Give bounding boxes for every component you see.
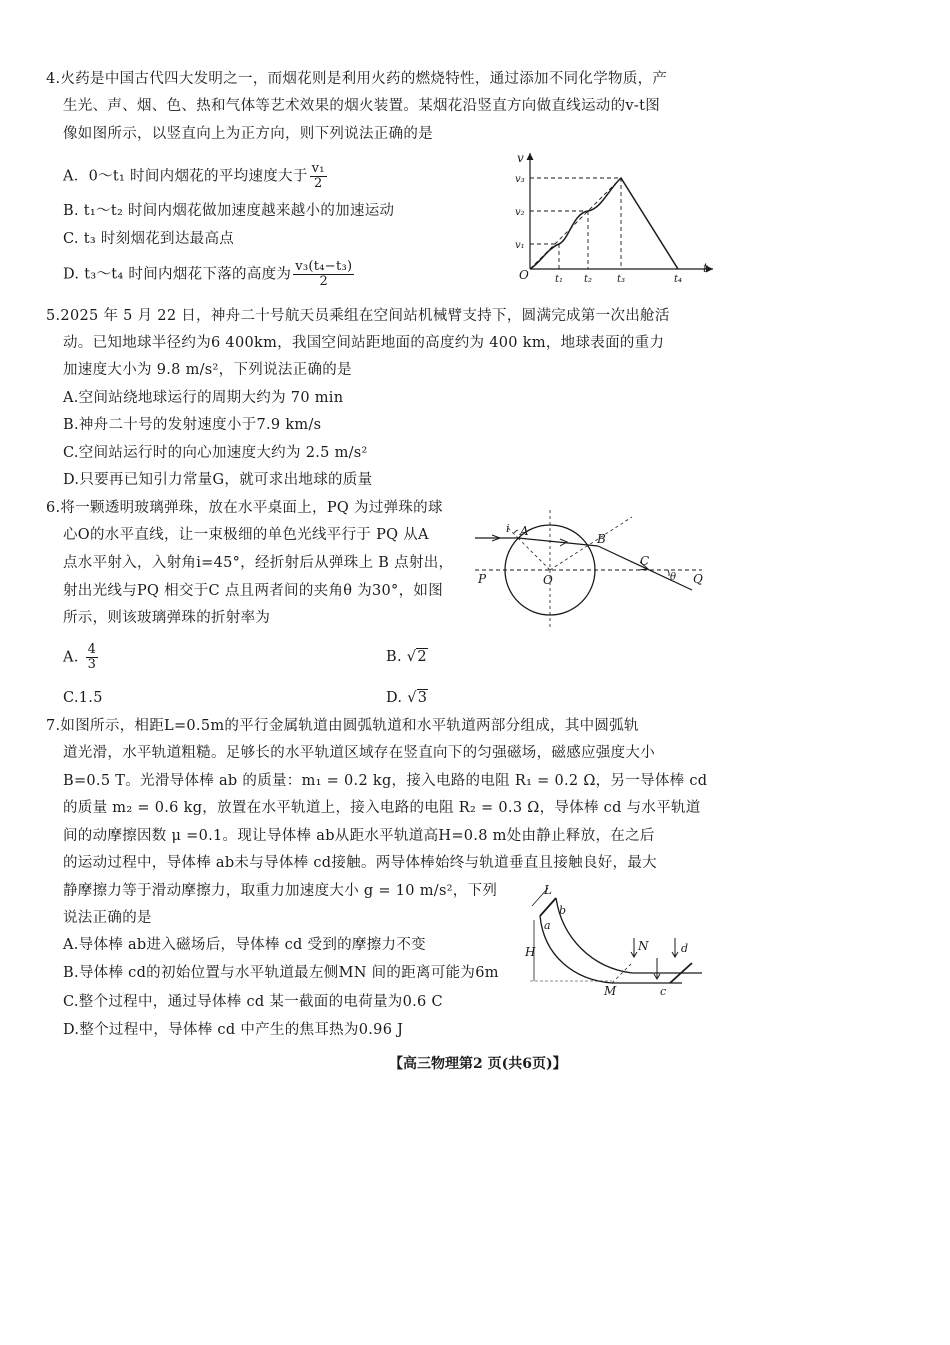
center-o-label: O [543,573,553,587]
q6-a-denominator: 3 [87,657,97,672]
q4-option-d [63,260,356,289]
q7-rail-diagram [522,878,712,1000]
q5-stem-line-1: 5.2025 年 5 月 22 日，神舟二十号航天员乘组在空间站机械臂支持下，圆满完成第一次出舱活 [46,308,670,324]
point-a-label: A [520,524,529,538]
q6-b-radicand: 2 [417,649,427,665]
q7-stem-line-2: 道光滑，水平轨道粗糙。足够长的水平轨道区域存在竖直向下的匀强磁场，磁感应强度大小 [63,745,655,761]
q7-stem-line-1: 7.如图所示，相距L=0.5m的平行金属轨道由圆弧轨道和水平轨道两部分组成，其中圆弧轨 [46,718,639,734]
q5-option-c: C.空间站运行时的向心加速度大约为 2.5 m/s² [63,445,368,461]
q4-stem-line-2: 生光、声、烟、色、热和气体等艺术效果的烟火装置。某烟花沿竖直方向做直线运动的v-t图 [63,98,661,114]
q6-option-d-sqrt: √3 [407,690,428,706]
q7-stem-line-3: B=0.5 T。光滑导体棒 ab 的质量：m₁ = 0.2 kg，接入电路的电阻 R₁ = 0.2 Ω，另一导体棒 cd [63,773,708,789]
q6-option-c: C.1.5 [63,690,103,706]
q6-a-numerator: 4 [87,642,97,657]
rod-ab [540,898,556,916]
q4-vt-graph [505,145,720,285]
point-p-label: P [478,572,487,586]
q7-option-c: C.整个过程中，通过导体棒 cd 某一截面的电荷量为0.6 C [63,994,443,1010]
i-arc [514,530,518,533]
normal-a [518,538,550,570]
q6-option-a [63,643,100,672]
q6-option-b-label: B. [386,649,402,665]
point-q-label: Q [693,572,703,586]
q6-refraction-diagram [470,495,710,635]
theta-arc [668,570,669,576]
q6-option-d-label: D. [386,690,403,706]
page-footer: 【高三物理第2 页(共6页)】 [389,1056,567,1072]
q7-option-b: B.导体棒 cd的初始位置与水平轨道最左侧MN 间的距离可能为6m [63,965,499,981]
q4-option-b: B. t₁～t₂ 时间内烟花做加速度越来越小的加速运动 [63,203,395,219]
q4-option-d-fraction [293,260,354,289]
velocity-curve [530,178,678,269]
q7-option-a: A.导体棒 ab进入磁场后，导体棒 cd 受到的摩擦力不变 [63,937,426,953]
q4-stem-line-3: 像如图所示，以竖直向上为正方向，则下列说法正确的是 [63,126,433,142]
origin-label: O [519,268,529,282]
t4-label: t₄ [674,274,683,285]
q5-option-b: B.神舟二十号的发射速度小于7.9 km/s [63,417,322,433]
v1-label: v₁ [515,240,525,251]
q6-stem-line-2: 心O的水平直线，让一束极细的单色光线平行于 PQ 从A [63,527,429,543]
q6-option-b [386,647,428,667]
label-a: a [544,919,551,932]
q6-stem-line-3: 点水平射入，入射角i=45°，经折射后从弹珠上 B 点射出， [63,555,454,571]
q7-option-d: D.整个过程中，导体棒 cd 中产生的焦耳热为0.96 J [63,1022,404,1038]
point-b-label: B [597,532,606,546]
q4-option-d-text: D. t₃～t₄ 时间内烟花下落的高度为 [63,266,292,283]
q6-option-a-label: A. [63,649,79,666]
normal-b [550,517,632,570]
q6-stem-line-4: 射出光线与PQ 相交于C 点且两者间的夹角θ 为30°，如图 [63,583,443,599]
t1-label: t₁ [555,274,564,285]
q4-option-a-text: A．0～t₁ 时间内烟花的平均速度大于 [63,168,308,185]
q5-option-a: A.空间站绕地球运行的周期大约为 70 min [63,390,344,406]
q7-stem-line-7: 静摩擦力等于滑动摩擦力，取重力加速度大小 g = 10 m/s²，下列 [63,883,498,899]
back-rail [556,898,702,973]
q6-stem-line-1: 6.将一颗透明玻璃弹珠，放在水平桌面上，PQ 为过弹珠的球 [46,500,443,516]
q4-d-denominator: 2 [319,274,329,289]
angle-i-label: i [506,522,510,535]
t-axis-label: t [703,261,708,275]
q7-stem-line-6: 的运动过程中，导体棒 ab未与导体棒 cd接触。两导体棒始终与轨道垂直且接触良好，最大 [63,855,657,871]
theta-label: θ [670,572,677,583]
q4-a-denominator: 2 [313,176,323,191]
label-b: b [559,904,567,917]
label-n: N [638,939,649,953]
q6-stem-line-5: 所示，则该玻璃弹珠的折射率为 [63,610,271,626]
label-c: c [660,985,667,998]
point-c-label: C [640,554,650,568]
label-l: L [544,883,552,897]
q6-d-radicand: 3 [417,690,428,706]
q5-option-d: D.只要再已知引力常量G，就可求出地球的质量 [63,472,373,488]
q5-stem-line-2: 动。已知地球半径约为6 400km，我国空间站距地面的高度约为 400 km，地球表面的重力 [63,335,665,351]
q4-stem-line-1: 4.火药是中国古代四大发明之一，而烟花则是利用火药的燃烧特性，通过添加不同化学物质，产 [46,71,668,87]
label-h: H [525,945,536,959]
q6-option-b-sqrt: √2 [406,649,427,665]
v2-label: v₂ [515,207,525,218]
label-d: d [681,942,689,955]
q4-option-c: C. t₃ 时刻烟花到达最高点 [63,231,235,247]
q7-stem-line-8: 说法正确的是 [63,910,152,926]
exit-ray [598,546,692,590]
q6-option-d [386,688,428,708]
v3-label: v₃ [515,174,525,185]
q4-d-numerator: v₃(t₄−t₃) [295,259,353,274]
q7-stem-line-4: 的质量 m₂ = 0.6 kg，放置在水平轨道上，接入电路的电阻 R₂ = 0.3 Ω，导体棒 cd 与水平轨道 [63,800,701,816]
t2-label: t₂ [584,274,593,285]
q4-option-a [63,162,329,191]
v-axis-label: v [517,151,524,165]
q4-a-numerator: v₁ [311,161,325,176]
q6-option-a-fraction [86,643,99,672]
label-m: M [604,984,617,998]
q4-option-a-fraction [310,162,327,191]
q7-stem-line-5: 间的动摩擦因数 μ =0.1。现让导体棒 ab从距水平轨道高H=0.8 m处由静止释放，在之后 [63,828,655,844]
q5-stem-line-3: 加速度大小为 9.8 m/s²，下列说法正确的是 [63,362,352,378]
t3-label: t₃ [617,274,626,285]
